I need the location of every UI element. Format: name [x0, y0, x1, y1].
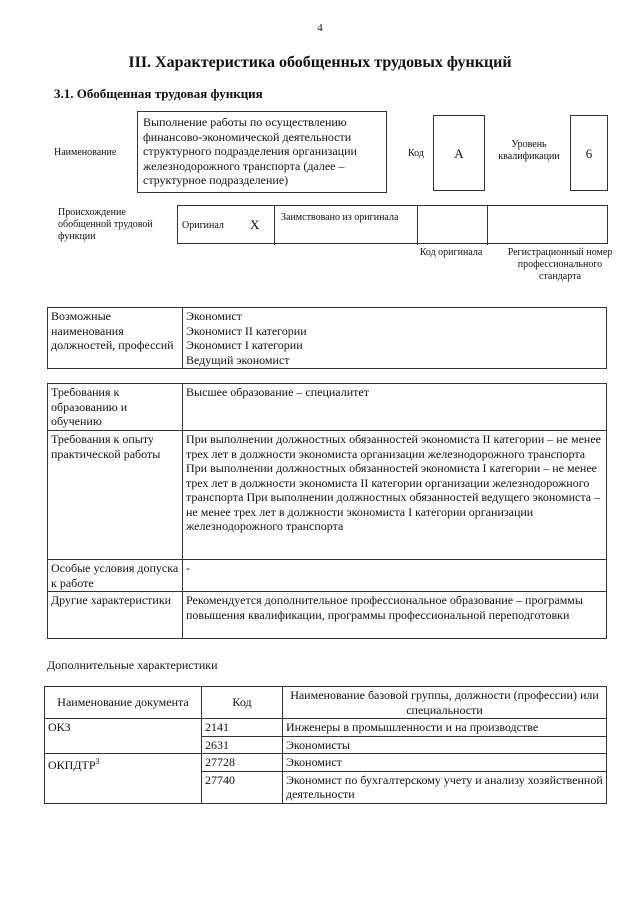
reg-num-caption: Регистрационный номер профессионального стандарта: [507, 247, 613, 282]
req-value: Рекомендуется дополнительное профессиональное образование – программы повышения квалификации, программы профессиональной переподготовки: [183, 592, 607, 639]
req-label: Требования к образованию и обучению: [48, 384, 183, 431]
origin-table: [177, 205, 608, 244]
row-name: Экономист по бухгалтерскому учету и анализу хозяйственной деятельности: [283, 771, 607, 803]
level-value: 6: [570, 115, 608, 191]
section-title: III. Характеристика обобщенных трудовых функций: [128, 54, 512, 71]
position-item: Экономист I категории: [186, 338, 303, 352]
row-doc: ОКЗ: [45, 719, 202, 754]
row-doc: [45, 754, 202, 804]
req-value: При выполнении должностных обязанностей экономиста II категории – не менее трех лет в должности экономиста организации железнодорожного транспорта При выполнении должностных обязанностей экономиста I категории – не менее трех лет в должности экономиста II категории организации железнодорожного транспорта При выполнении должностных обязанностей ведущего экономиста – не менее трех лет в должности экономиста I категории организации железнодорожного транспорта: [183, 431, 607, 560]
footnote-mark: 3: [95, 757, 100, 766]
level-label: Уровень квалификации: [498, 139, 560, 162]
row-code: 2141: [202, 719, 283, 737]
table-row: [45, 754, 607, 772]
code-orig-caption: Код оригинала: [419, 247, 483, 258]
col-code-header: Код: [202, 687, 283, 719]
additional-title: Дополнительные характеристики: [47, 658, 218, 672]
positions-label: Возможные наименования должностей, профессий: [48, 308, 183, 369]
req-value: Высшее образование – специалитет: [183, 384, 607, 431]
name-value: Выполнение работы по осуществлению финансово-экономической деятельности структурного подразделения организации железнодорожного транспорта (далее – структурное подразделение): [137, 111, 387, 193]
req-label: Другие характеристики: [48, 592, 183, 639]
code-label: Код: [408, 148, 424, 159]
row-code: 27728: [202, 754, 283, 772]
req-label: Особые условия допуска к работе: [48, 560, 183, 592]
row-code: 27740: [202, 771, 283, 803]
subsection-title: 3.1. Обобщенная трудовая функция: [54, 86, 263, 101]
positions-list: [183, 308, 607, 369]
col-name-header: Наименование базовой группы, должности (профессии) или специальности: [283, 687, 607, 719]
origin-label: Происхождение обобщенной трудовой функции: [58, 207, 153, 242]
position-item: Экономист II категории: [186, 323, 307, 338]
code-value: A: [433, 115, 485, 191]
page-number: 4: [317, 22, 323, 34]
row-code: 2631: [202, 736, 283, 754]
positions-table: [47, 307, 607, 369]
requirements-table: [47, 383, 607, 639]
position-item: Ведущий экономист: [186, 352, 290, 367]
original-label: Оригинал: [182, 220, 224, 231]
borrowed-label: Заимствовано из оригинала: [281, 212, 399, 223]
row-name: Экономисты: [283, 736, 607, 754]
table-row: [45, 719, 607, 737]
additional-table: [44, 686, 607, 804]
req-value: -: [183, 560, 607, 592]
position-item: Экономист: [186, 309, 242, 323]
row-name: Инженеры в промышленности и на производстве: [283, 719, 607, 737]
row-doc-text: ОКПДТР: [48, 758, 96, 772]
col-doc-header: Наименование документа: [45, 687, 202, 719]
original-mark: X: [250, 217, 260, 232]
row-name: Экономист: [283, 754, 607, 772]
name-label: Наименование: [54, 147, 117, 158]
req-label: Требования к опыту практической работы: [48, 431, 183, 560]
